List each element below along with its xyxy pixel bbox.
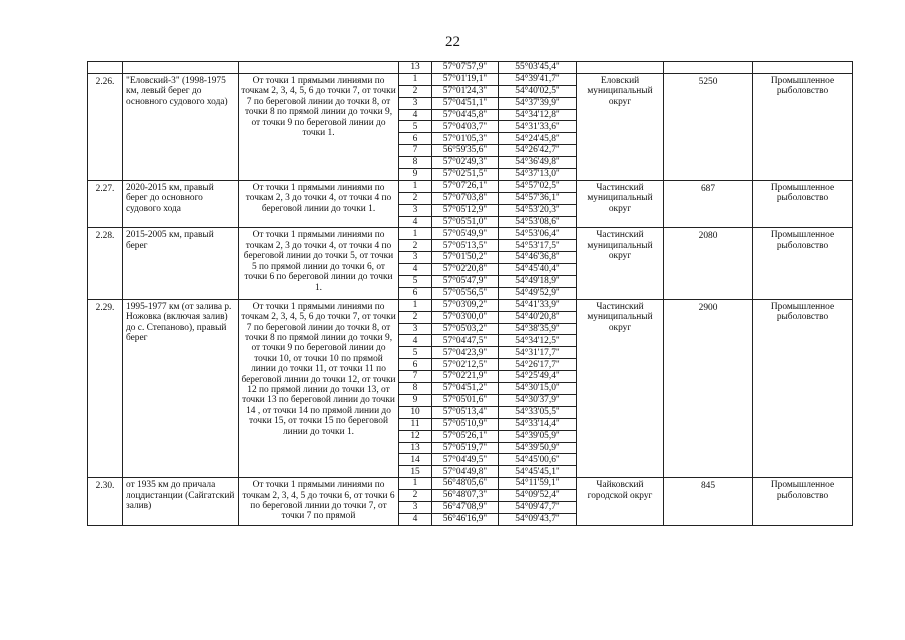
section-number-cell: 2.30.: [88, 478, 123, 526]
municipality-cell: Частинский муниципальный округ: [577, 180, 664, 228]
point-number-cell: 6: [399, 359, 432, 371]
longitude-cell: 54°46'36,8": [499, 252, 577, 264]
latitude-cell: 57°01'05,3": [432, 133, 499, 145]
longitude-cell: 54°34'12,8": [499, 109, 577, 121]
point-number-cell: 4: [399, 216, 432, 228]
longitude-cell: 54°30'37,9": [499, 394, 577, 406]
latitude-cell: 57°07'26,1": [432, 180, 499, 192]
latitude-cell: 57°02'51,5": [432, 169, 499, 181]
longitude-cell: 54°26'42,7": [499, 145, 577, 157]
point-number-cell: 3: [399, 97, 432, 109]
fishing-areas-table: [87, 61, 853, 526]
latitude-cell: 57°04'49,5": [432, 454, 499, 466]
point-number-cell: 14: [399, 454, 432, 466]
page-number: 22: [445, 34, 460, 50]
area-name-cell: [123, 62, 239, 74]
table-row: [88, 180, 853, 192]
point-number-cell: 13: [399, 62, 432, 74]
longitude-cell: 54°33'05,5": [499, 406, 577, 418]
latitude-cell: 57°07'03,8": [432, 192, 499, 204]
longitude-cell: 54°09'52,4": [499, 490, 577, 502]
latitude-cell: 57°05'12,9": [432, 204, 499, 216]
longitude-cell: 54°31'33,6": [499, 121, 577, 133]
point-number-cell: 1: [399, 73, 432, 85]
latitude-cell: 57°04'47,5": [432, 335, 499, 347]
latitude-cell: 57°05'10,9": [432, 418, 499, 430]
area-size-cell: 2080: [664, 228, 753, 299]
area-size-cell: 845: [664, 478, 753, 526]
point-number-cell: 15: [399, 466, 432, 478]
longitude-cell: 54°41'33,9": [499, 299, 577, 311]
point-number-cell: 5: [399, 347, 432, 359]
point-number-cell: 2: [399, 311, 432, 323]
latitude-cell: 57°04'51,1": [432, 97, 499, 109]
boundary-description-cell: От точки 1 прямыми линиями по точкам 2, 3 до точки 4, от точки 4 по береговой линии до точки 1.: [239, 180, 399, 228]
latitude-cell: 57°01'19,1": [432, 73, 499, 85]
section-number-cell: [88, 62, 123, 74]
point-number-cell: 2: [399, 240, 432, 252]
table-row: [88, 62, 853, 74]
longitude-cell: 54°31'17,7": [499, 347, 577, 359]
longitude-cell: 54°30'15,0": [499, 383, 577, 395]
point-number-cell: 2: [399, 192, 432, 204]
longitude-cell: 54°34'12,5": [499, 335, 577, 347]
area-size-cell: 687: [664, 180, 753, 228]
point-number-cell: 2: [399, 85, 432, 97]
latitude-cell: 57°02'49,3": [432, 157, 499, 169]
longitude-cell: 54°09'47,7": [499, 501, 577, 513]
purpose-cell: Промышленное рыболовство: [753, 228, 853, 299]
point-number-cell: 13: [399, 442, 432, 454]
table-row: [88, 228, 853, 240]
point-number-cell: 5: [399, 121, 432, 133]
latitude-cell: 57°03'00,0": [432, 311, 499, 323]
latitude-cell: 57°05'13,5": [432, 240, 499, 252]
municipality-cell: Частинский муниципальный округ: [577, 299, 664, 477]
latitude-cell: 57°05'51,0": [432, 216, 499, 228]
latitude-cell: 57°05'47,9": [432, 276, 499, 288]
area-size-cell: 2900: [664, 299, 753, 477]
longitude-cell: 54°33'14,4": [499, 418, 577, 430]
point-number-cell: 7: [399, 145, 432, 157]
longitude-cell: 54°38'35,9": [499, 323, 577, 335]
point-number-cell: 10: [399, 406, 432, 418]
longitude-cell: 54°53'20,3": [499, 204, 577, 216]
longitude-cell: 54°36'49,8": [499, 157, 577, 169]
longitude-cell: 54°37'13,0": [499, 169, 577, 181]
latitude-cell: 57°07'57,9": [432, 62, 499, 74]
point-number-cell: 1: [399, 228, 432, 240]
longitude-cell: 54°45'40,4": [499, 264, 577, 276]
point-number-cell: 2: [399, 490, 432, 502]
boundary-description-cell: От точки 1 прямыми линиями по точкам 2, 3, 4, 5 до точки 6, от точки 6 по береговой линии до точки 7, от точки 7 по прямой: [239, 478, 399, 526]
purpose-cell: Промышленное рыболовство: [753, 478, 853, 526]
point-number-cell: 3: [399, 323, 432, 335]
table-row: [88, 478, 853, 490]
longitude-cell: 54°57'02,5": [499, 180, 577, 192]
latitude-cell: 56°48'07,3": [432, 490, 499, 502]
latitude-cell: 57°05'26,1": [432, 430, 499, 442]
longitude-cell: 55°03'45,4": [499, 62, 577, 74]
longitude-cell: 54°53'08,6": [499, 216, 577, 228]
latitude-cell: 57°04'23,9": [432, 347, 499, 359]
area-name-cell: 2020-2015 км, правый берег до основного судового хода: [123, 180, 239, 228]
point-number-cell: 11: [399, 418, 432, 430]
longitude-cell: 54°26'17,7": [499, 359, 577, 371]
longitude-cell: 54°49'18,9": [499, 276, 577, 288]
longitude-cell: 54°40'20,8": [499, 311, 577, 323]
longitude-cell: 54°39'50,9": [499, 442, 577, 454]
area-size-cell: 5250: [664, 73, 753, 180]
point-number-cell: 7: [399, 371, 432, 383]
latitude-cell: 56°47'08,9": [432, 501, 499, 513]
longitude-cell: 54°09'43,7": [499, 513, 577, 525]
longitude-cell: 54°53'17,5": [499, 240, 577, 252]
purpose-cell: Промышленное рыболовство: [753, 180, 853, 228]
boundary-description-cell: От точки 1 прямыми линиями по точкам 2, 3, 4, 5, 6 до точки 7, от точки 7 по береговой линии до точки 8, от точки 8 по прямой линии до точки 9, от точки 9 по береговой линии до точки 10, от точки 10 по прямой линии до точки 11, от точки 11 по береговой линии до точки 12, от точки 12 по прямой линии до точки 13, от точки 13 по береговой линии до точки 14 , от точки 14 по прямой линии до точки 15, от точки 15 по береговой линии до точки 1.: [239, 299, 399, 477]
boundary-description-cell: От точки 1 прямыми линиями по точкам 2, 3, 4, 5, 6 до точки 7, от точки 7 по береговой линии до точки 8, от точки 8 по прямой линии до точки 9, от точки 9 по береговой линии до точки 1.: [239, 73, 399, 180]
municipality-cell: Чайковский городской округ: [577, 478, 664, 526]
point-number-cell: 12: [399, 430, 432, 442]
area-size-cell: [664, 62, 753, 74]
latitude-cell: 57°02'12,5": [432, 359, 499, 371]
longitude-cell: 54°37'39,9": [499, 97, 577, 109]
latitude-cell: 57°04'51,2": [432, 383, 499, 395]
latitude-cell: 57°05'49,9": [432, 228, 499, 240]
latitude-cell: 57°04'45,8": [432, 109, 499, 121]
longitude-cell: 54°53'06,4": [499, 228, 577, 240]
municipality-cell: [577, 62, 664, 74]
point-number-cell: 6: [399, 287, 432, 299]
purpose-cell: Промышленное рыболовство: [753, 73, 853, 180]
latitude-cell: 57°02'20,8": [432, 264, 499, 276]
latitude-cell: 56°46'16,9": [432, 513, 499, 525]
point-number-cell: 4: [399, 264, 432, 276]
point-number-cell: 9: [399, 169, 432, 181]
point-number-cell: 3: [399, 204, 432, 216]
point-number-cell: 1: [399, 299, 432, 311]
table-row: [88, 73, 853, 85]
longitude-cell: 54°45'00,6": [499, 454, 577, 466]
point-number-cell: 4: [399, 335, 432, 347]
area-name-cell: 2015-2005 км, правый берег: [123, 228, 239, 299]
latitude-cell: 57°04'03,7": [432, 121, 499, 133]
latitude-cell: 57°05'01,6": [432, 394, 499, 406]
municipality-cell: Еловский муниципальный округ: [577, 73, 664, 180]
area-name-cell: от 1935 км до причала лоцдистанции (Сайгатский залив): [123, 478, 239, 526]
longitude-cell: 54°24'45,8": [499, 133, 577, 145]
longitude-cell: 54°11'59,1": [499, 478, 577, 490]
latitude-cell: 57°01'24,3": [432, 85, 499, 97]
point-number-cell: 4: [399, 109, 432, 121]
municipality-cell: Частинский муниципальный округ: [577, 228, 664, 299]
longitude-cell: 54°45'45,1": [499, 466, 577, 478]
latitude-cell: 56°48'05,6": [432, 478, 499, 490]
point-number-cell: 4: [399, 513, 432, 525]
longitude-cell: 54°39'05,9": [499, 430, 577, 442]
point-number-cell: 6: [399, 133, 432, 145]
latitude-cell: 57°01'50,2": [432, 252, 499, 264]
point-number-cell: 3: [399, 252, 432, 264]
latitude-cell: 57°05'19,7": [432, 442, 499, 454]
point-number-cell: 8: [399, 383, 432, 395]
point-number-cell: 3: [399, 501, 432, 513]
latitude-cell: 57°05'56,5": [432, 287, 499, 299]
latitude-cell: 57°05'13,4": [432, 406, 499, 418]
purpose-cell: [753, 62, 853, 74]
latitude-cell: 57°05'03,2": [432, 323, 499, 335]
area-name-cell: "Еловский-3" (1998-1975 км, левый берег до основного судового хода): [123, 73, 239, 180]
longitude-cell: 54°25'49,4": [499, 371, 577, 383]
section-number-cell: 2.26.: [88, 73, 123, 180]
section-number-cell: 2.27.: [88, 180, 123, 228]
table-body: [88, 62, 853, 526]
longitude-cell: 54°49'52,9": [499, 287, 577, 299]
table-row: [88, 299, 853, 311]
longitude-cell: 54°40'02,5": [499, 85, 577, 97]
point-number-cell: 5: [399, 276, 432, 288]
point-number-cell: 9: [399, 394, 432, 406]
boundary-description-cell: [239, 62, 399, 74]
latitude-cell: 57°02'21,9": [432, 371, 499, 383]
boundary-description-cell: От точки 1 прямыми линиями по точкам 2, 3 до точки 4, от точки 4 по береговой линии до точки 5, от точки 5 по прямой линии до точки 6, от точки 6 по береговой линии до точки 1.: [239, 228, 399, 299]
point-number-cell: 1: [399, 478, 432, 490]
longitude-cell: 54°57'36,1": [499, 192, 577, 204]
point-number-cell: 1: [399, 180, 432, 192]
area-name-cell: 1995-1977 км (от залива р. Ножовка (включая залив) до с. Степаново), правый берег: [123, 299, 239, 477]
point-number-cell: 8: [399, 157, 432, 169]
latitude-cell: 57°03'09,2": [432, 299, 499, 311]
section-number-cell: 2.28.: [88, 228, 123, 299]
latitude-cell: 56°59'35,6": [432, 145, 499, 157]
purpose-cell: Промышленное рыболовство: [753, 299, 853, 477]
longitude-cell: 54°39'41,7": [499, 73, 577, 85]
section-number-cell: 2.29.: [88, 299, 123, 477]
latitude-cell: 57°04'49,8": [432, 466, 499, 478]
